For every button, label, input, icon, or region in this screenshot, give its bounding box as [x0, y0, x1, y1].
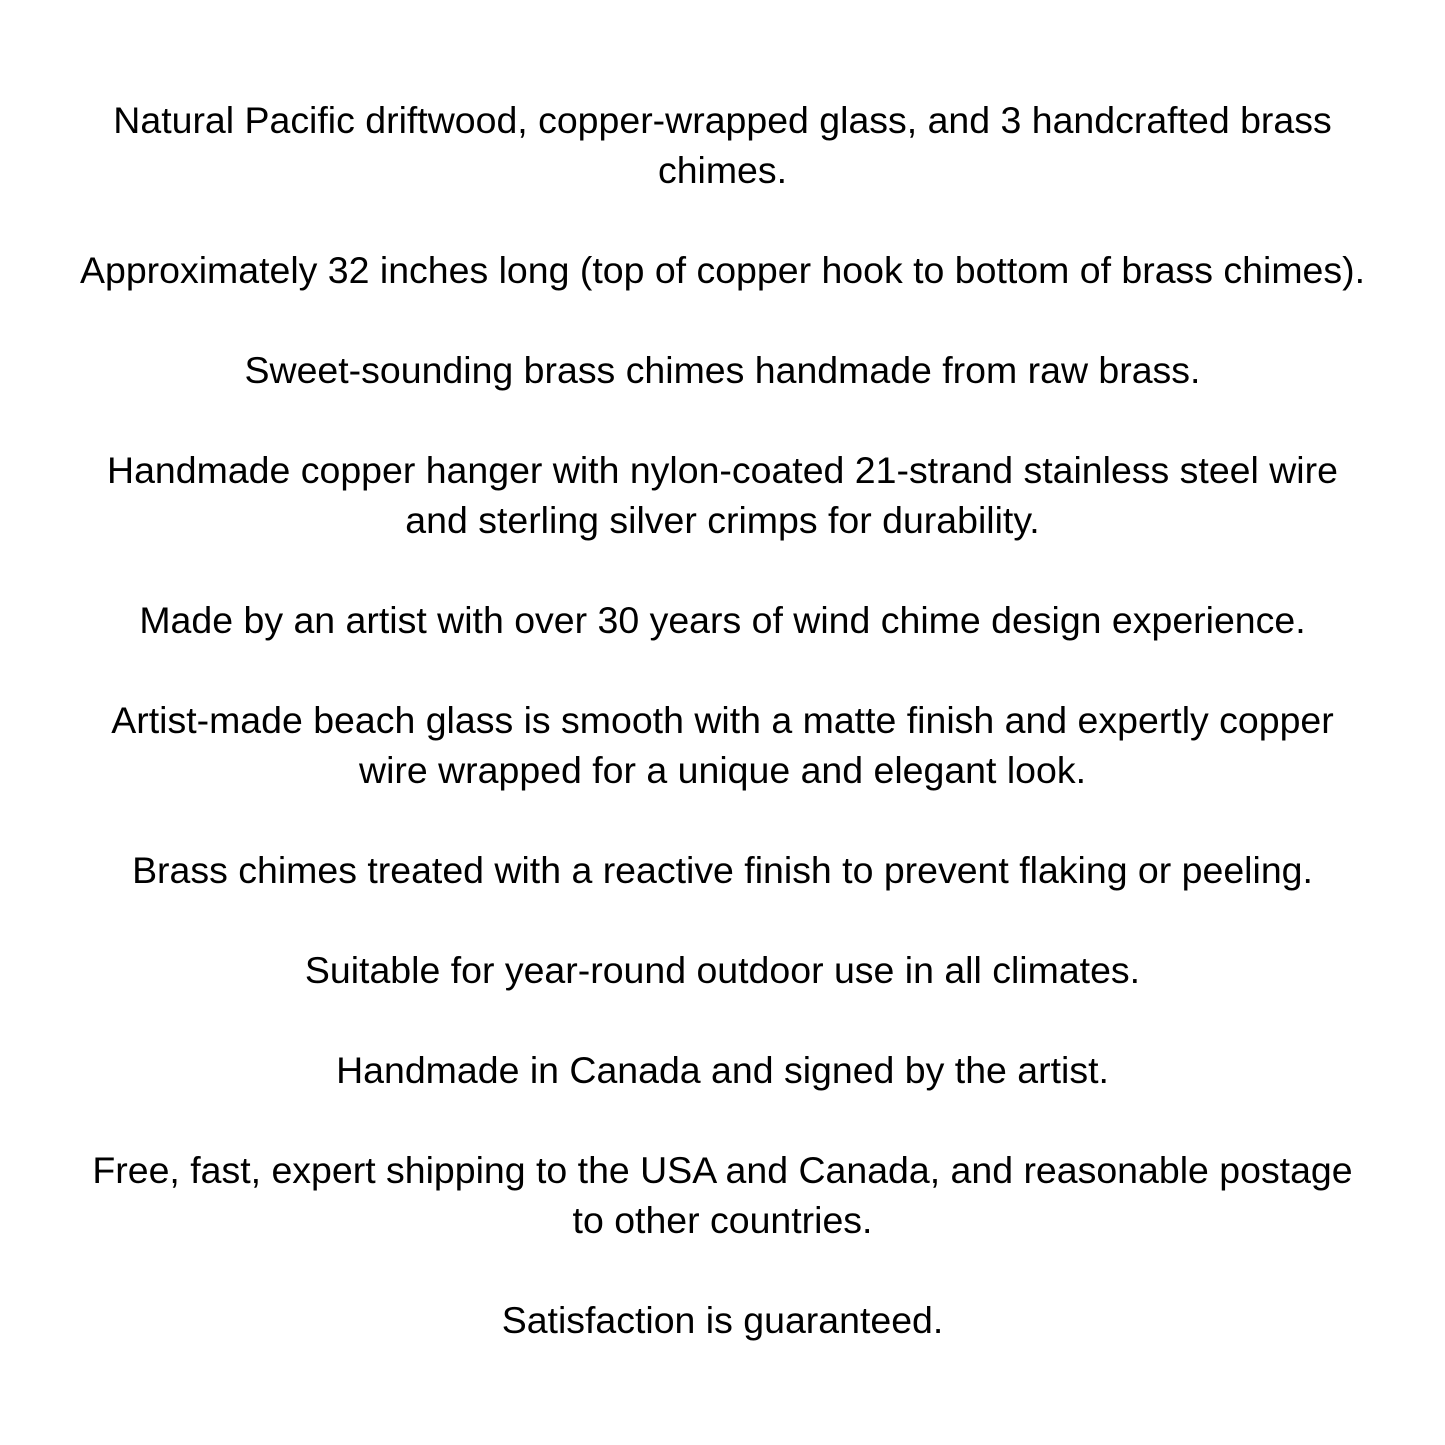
paragraph-outdoor-use: [0, 945, 1445, 995]
paragraph-artist: [0, 595, 1445, 645]
text-line: Brass chimes treated with a reactive finish to prevent flaking or peeling.: [132, 849, 1313, 891]
text-line: Free, fast, expert shipping to the USA and Canada, and reasonable postage: [92, 1149, 1353, 1191]
text-line: wire wrapped for a unique and elegant look.: [359, 749, 1086, 791]
text-line: to other countries.: [572, 1199, 873, 1241]
paragraph-shipping: [0, 1145, 1445, 1245]
paragraph-origin: [0, 1045, 1445, 1095]
text-line: Approximately 32 inches long (top of copper hook to bottom of brass chimes).: [79, 249, 1365, 291]
text-line: Sweet-sounding brass chimes handmade from raw brass.: [244, 349, 1201, 391]
paragraph-beach-glass: [0, 695, 1445, 795]
text-line: Handmade in Canada and signed by the artist.: [336, 1049, 1109, 1091]
text-line: Suitable for year-round outdoor use in all climates.: [304, 949, 1141, 991]
text-line: Satisfaction is guaranteed.: [501, 1299, 944, 1341]
paragraph-brass-chimes: [0, 345, 1445, 395]
text-line: and sterling silver crimps for durability.: [405, 499, 1040, 541]
product-description: [0, 95, 1445, 1395]
paragraph-hanger: [0, 445, 1445, 545]
text-line: Artist-made beach glass is smooth with a matte finish and expertly copper: [111, 699, 1334, 741]
paragraph-length: [0, 245, 1445, 295]
text-line: Handmade copper hanger with nylon-coated 21-strand stainless steel wire: [107, 449, 1338, 491]
text-line: Natural Pacific driftwood, copper-wrapped glass, and 3 handcrafted brass: [113, 99, 1332, 141]
text-line: Made by an artist with over 30 years of wind chime design experience.: [139, 599, 1306, 641]
paragraph-finish: [0, 845, 1445, 895]
text-line: chimes.: [657, 149, 788, 191]
paragraph-guarantee: [0, 1295, 1445, 1345]
paragraph-materials: [0, 95, 1445, 195]
